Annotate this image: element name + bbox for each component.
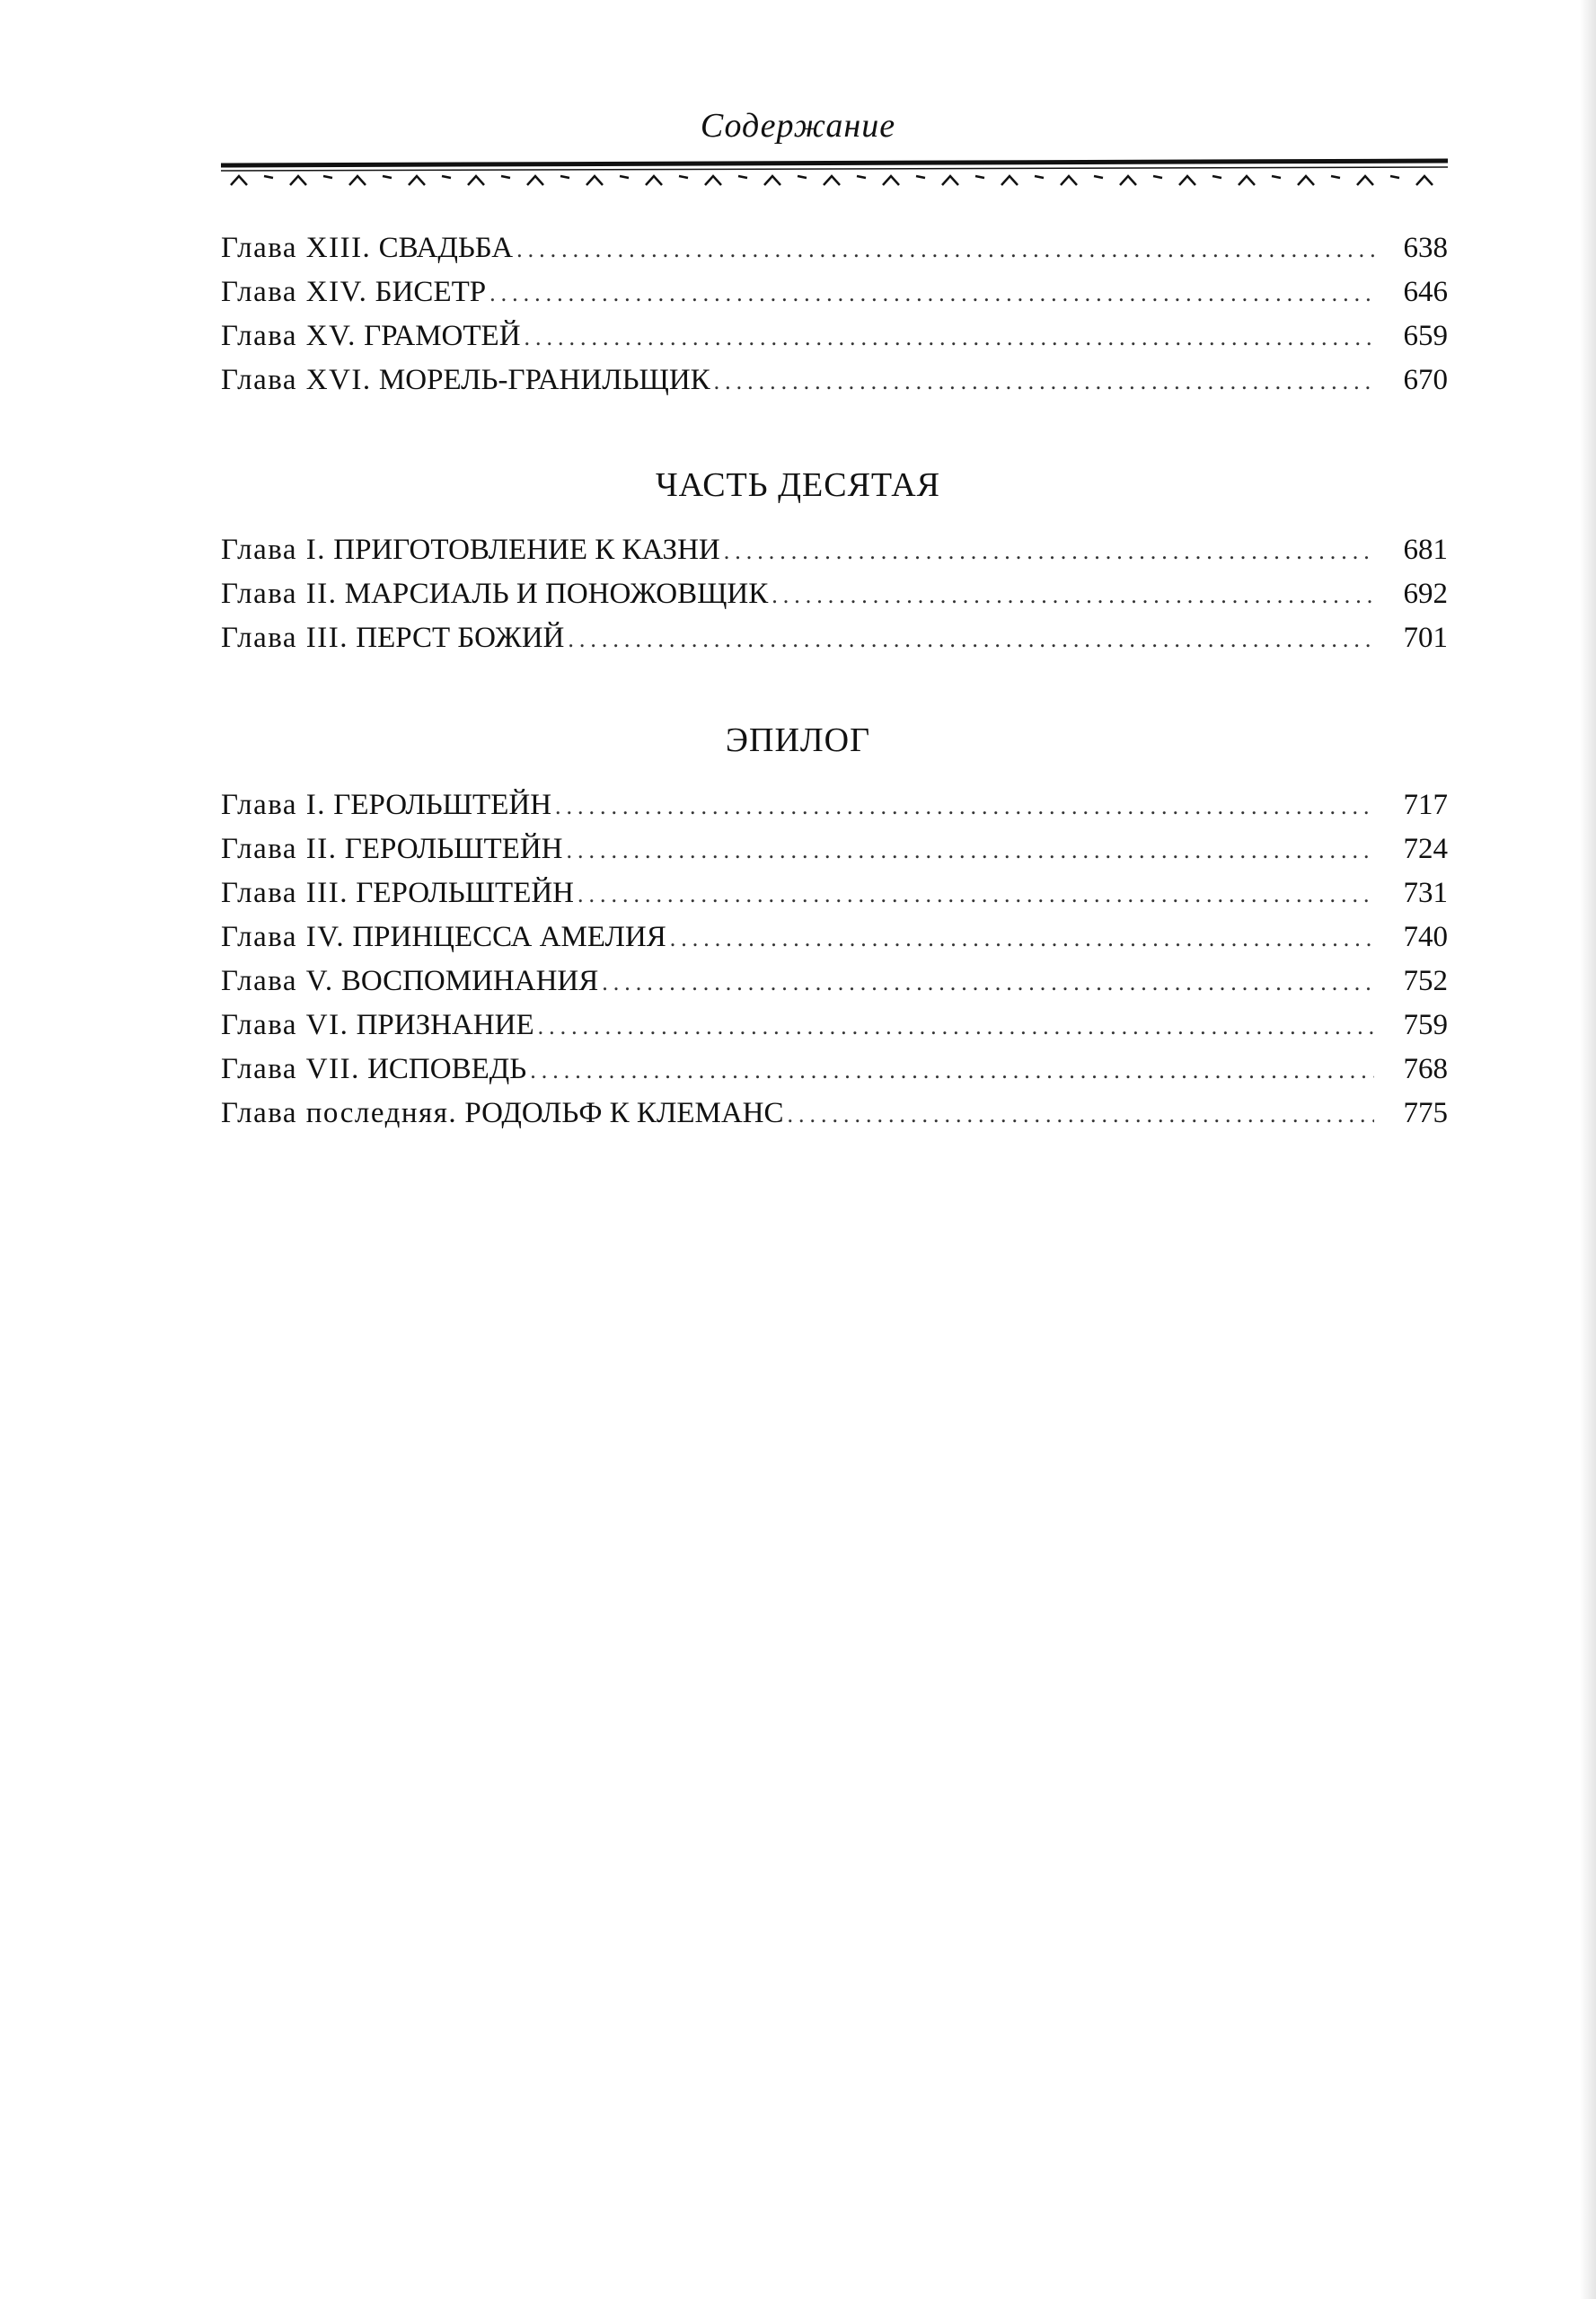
- chapter-title: ГЕРОЛЬШТЕЙН: [333, 789, 552, 821]
- chapter-prefix: Глава I.: [221, 534, 326, 566]
- chapter-prefix: Глава XIV.: [221, 276, 368, 308]
- page-number: 731: [1403, 877, 1448, 909]
- page-number: 681: [1403, 534, 1448, 566]
- toc-section-continued: [221, 232, 1448, 408]
- chapter-prefix: Глава II.: [221, 578, 338, 610]
- chapter-prefix: Глава II.: [221, 833, 338, 865]
- chapter-title: ПРИЗНАНИЕ: [356, 1009, 534, 1041]
- toc-entry[interactable]: [221, 789, 1448, 833]
- page-number: 701: [1403, 622, 1448, 654]
- chapter-prefix: Глава XIII.: [221, 232, 372, 264]
- chapter-prefix: Глава VII.: [221, 1053, 360, 1085]
- chapter-prefix: Глава XV.: [221, 320, 357, 352]
- chapter-title: МОРЕЛЬ-ГРАНИЛЬЩИК: [378, 364, 710, 396]
- toc-entry[interactable]: [221, 921, 1448, 965]
- page-number: 670: [1403, 364, 1448, 396]
- page-edge-shadow: [1580, 0, 1596, 2299]
- leader-dots: [568, 626, 1374, 653]
- chapter-title: ГЕРОЛЬШТЕЙН: [356, 877, 575, 909]
- leader-dots: [516, 236, 1374, 263]
- chapter-prefix: Глава VI.: [221, 1009, 349, 1041]
- chapter-title: ПЕРСТ БОЖИЙ: [356, 622, 565, 654]
- chapter-prefix: Глава XVI.: [221, 364, 372, 396]
- toc-entry[interactable]: [221, 833, 1448, 877]
- page-number: 759: [1403, 1009, 1448, 1041]
- toc-entry[interactable]: [221, 1053, 1448, 1097]
- leader-dots: [538, 1013, 1374, 1040]
- chapter-prefix: Глава I.: [221, 789, 326, 821]
- toc-entry[interactable]: [221, 965, 1448, 1009]
- chapter-title: ПРИНЦЕССА АМЕЛИЯ: [352, 921, 666, 953]
- leader-dots: [555, 793, 1374, 820]
- leader-dots: [772, 582, 1374, 609]
- toc-entry[interactable]: [221, 534, 1448, 578]
- leader-dots: [602, 969, 1374, 996]
- leader-dots: [788, 1101, 1375, 1128]
- ornament-divider: [221, 158, 1448, 194]
- epilogue-heading: ЭПИЛОГ: [725, 721, 871, 759]
- chapter-prefix: Глава IV.: [221, 921, 346, 953]
- leader-dots: [489, 280, 1374, 307]
- chapter-title: БИСЕТР: [375, 276, 487, 308]
- chapter-prefix: Глава III.: [221, 622, 348, 654]
- page-number: 692: [1403, 578, 1448, 610]
- chapter-title: ИСПОВЕДЬ: [367, 1053, 527, 1085]
- chapter-prefix: Глава последняя.: [221, 1097, 458, 1129]
- leader-dots: [714, 368, 1374, 395]
- chapter-title: РОДОЛЬФ К КЛЕМАНС: [464, 1097, 784, 1129]
- toc-entry[interactable]: [221, 578, 1448, 622]
- part-heading: ЧАСТЬ ДЕСЯТАЯ: [655, 466, 941, 504]
- page-number: 775: [1403, 1097, 1448, 1129]
- toc-entry[interactable]: [221, 364, 1448, 408]
- leader-dots: [567, 837, 1374, 864]
- page-number: 724: [1403, 833, 1448, 865]
- toc-entry[interactable]: [221, 1009, 1448, 1053]
- toc-section-part-ten: [221, 534, 1448, 666]
- toc-entry[interactable]: [221, 232, 1448, 276]
- toc-entry[interactable]: [221, 622, 1448, 666]
- leader-dots: [578, 881, 1374, 908]
- running-head-title: Содержание: [700, 107, 896, 145]
- page-number: 740: [1403, 921, 1448, 953]
- toc-section-epilogue: [221, 789, 1448, 1141]
- toc-entry[interactable]: [221, 320, 1448, 364]
- chapter-title: ПРИГОТОВЛЕНИЕ К КАЗНИ: [333, 534, 720, 566]
- leader-dots: [670, 925, 1374, 952]
- page-number: 638: [1403, 232, 1448, 264]
- toc-entry[interactable]: [221, 877, 1448, 921]
- page-number: 717: [1403, 789, 1448, 821]
- leader-dots: [530, 1057, 1374, 1084]
- chapter-title: СВАДЬБА: [378, 232, 514, 264]
- page-number: 659: [1403, 320, 1448, 352]
- chapter-title: МАРСИАЛЬ И ПОНОЖОВЩИК: [344, 578, 769, 610]
- page-number: 752: [1403, 965, 1448, 997]
- chapter-prefix: Глава III.: [221, 877, 348, 909]
- chapter-title: ВОСПОМИНАНИЯ: [340, 965, 599, 997]
- page-number: 768: [1403, 1053, 1448, 1085]
- page-number: 646: [1403, 276, 1448, 308]
- toc-entry[interactable]: [221, 1097, 1448, 1141]
- chapter-prefix: Глава V.: [221, 965, 334, 997]
- leader-dots: [525, 324, 1374, 351]
- toc-entry[interactable]: [221, 276, 1448, 320]
- chapter-title: ГРАМОТЕЙ: [364, 320, 521, 352]
- leader-dots: [724, 538, 1374, 565]
- chapter-title: ГЕРОЛЬШТЕЙН: [344, 833, 563, 865]
